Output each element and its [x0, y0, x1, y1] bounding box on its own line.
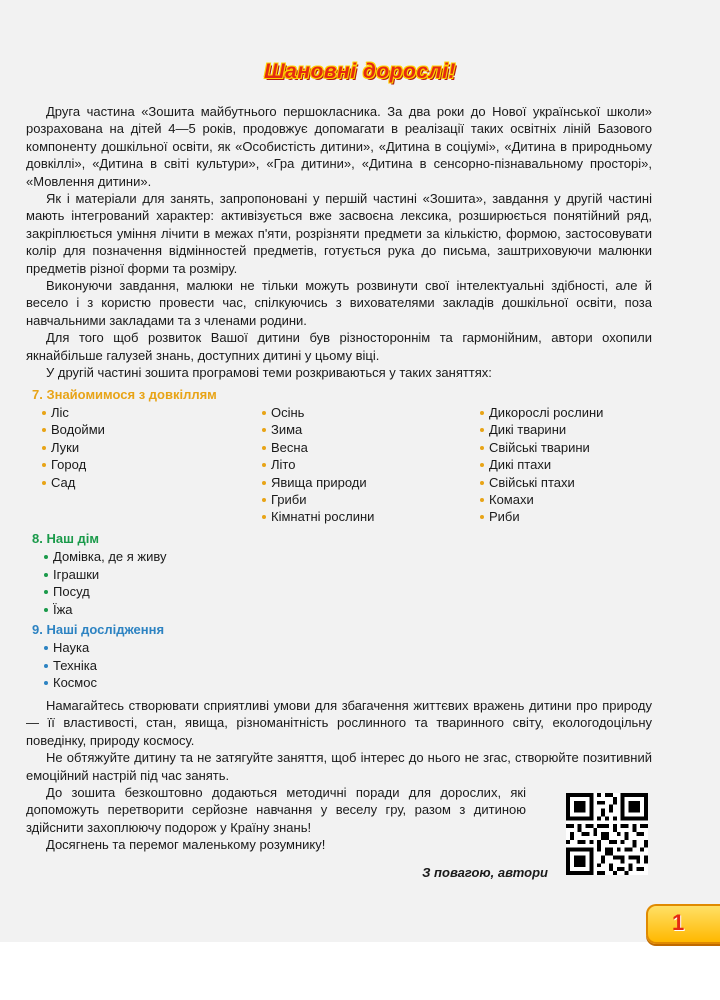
- closing-paragraph: Намагайтесь створювати сприятливі умови для збагачення життєвих вражень дитини про природу — її властивості, стан, явища, різноманітність рослинного та тваринного світу, екологодоцільну поведінку, природу космосу.: [26, 698, 652, 748]
- list-item: Город: [40, 456, 105, 473]
- closing-paragraph: Досягнень та перемог маленькому розумнику!: [46, 837, 326, 853]
- closing-paragraph: Не обтяжуйте дитину та не затягуйте заняття, щоб інтерес до нього не згас, створюйте позитивний емоційний настрій під час занять.: [26, 750, 652, 783]
- list-item: Сад: [40, 474, 105, 491]
- closing-paragraph: До зошита безкоштовно додаються методичні поради для дорослих, які допоможуть перетворити серйозне навчання у веселу гру, разом з дитиною здійснити захоплюючу подорож у Країну знань!: [26, 785, 526, 835]
- intro-text: [26, 103, 652, 382]
- section-title: 7. Знайомимося з довкіллям: [32, 387, 217, 402]
- page-number-tab: [646, 904, 720, 944]
- list-item: Свійські птахи: [478, 474, 603, 491]
- list-item: Ліс: [40, 404, 105, 421]
- intro-paragraph: У другій частині зошита програмові теми розкриваються у таких заняттях:: [46, 365, 492, 381]
- closing-text: [26, 697, 652, 854]
- list-item: Дикі птахи: [478, 456, 603, 473]
- signature: З повагою, автори: [422, 865, 548, 880]
- list-item: Техніка: [42, 657, 432, 674]
- page-title: Шановні дорослі!: [264, 60, 456, 83]
- list-item: Осінь: [260, 404, 374, 421]
- section-home: [32, 530, 432, 618]
- list-item: Риби: [478, 508, 603, 525]
- list-item: Наука: [42, 639, 432, 656]
- list-item: Явища природи: [260, 474, 374, 491]
- intro-paragraph: Виконуючи завдання, малюки не тільки можуть розвинути свої інтелектуальні здібності, але й весело і з користю провести час, спілкуючись з вихователями закладів дошкільної освіти, поза навчальними закладами та з членами родини.: [26, 278, 652, 328]
- section-environment-column-2: [260, 404, 374, 526]
- list-item: Луки: [40, 439, 105, 456]
- list-item: Свійські тварини: [478, 439, 603, 456]
- list-item: Гриби: [260, 491, 374, 508]
- list-item: Космос: [42, 674, 432, 691]
- section-research: [32, 621, 432, 692]
- section-environment-column-1: [40, 404, 105, 491]
- list-item: Весна: [260, 439, 374, 456]
- list-item: Зима: [260, 421, 374, 438]
- list-item: Літо: [260, 456, 374, 473]
- intro-paragraph: Друга частина «Зошита майбутнього першокласника. За два роки до Нової української школи» розрахована на дітей 4—5 років, продовжує допомагати в реалізації таких освітніх ліній Базового компоненту дошкільної освіти, як «Особистість дитини», «Дитина в соціумі», «Дитина в природньому довкіллі», «Дитина в світі культури», «Гра дитини», «Дитина в сенсорно-пізнавальному просторі», «Мовлення дитини».: [26, 104, 652, 189]
- section-title: 8. Наш дім: [32, 531, 99, 546]
- list-item: Домівка, де я живу: [42, 548, 432, 565]
- list-item: Комахи: [478, 491, 603, 508]
- intro-paragraph: Для того щоб розвиток Вашої дитини був різностороннім та гармонійним, автори охопили якнайбільше галузей знань, доступних дитині у цьому віці.: [26, 330, 652, 363]
- list-item: Водойми: [40, 421, 105, 438]
- page-number: 1: [672, 910, 685, 935]
- list-item: Кімнатні рослини: [260, 508, 374, 525]
- section-environment-column-3: [478, 404, 603, 526]
- list-item: Дикорослі рослини: [478, 404, 603, 421]
- list-item: Іграшки: [42, 566, 432, 583]
- intro-paragraph: Як і матеріали для занять, запропоновані у першій частині «Зошита», завдання у другій частині мають інтегрований характер: активізується вже засвоєна лексика, розширюється понятійний ряд, закріплюється уміння лічити в межах п'яти, розрізняти предмети за кількістю, формою, застосовувати колір для позначення відмінностей предметів, готується рука до письма, заштриховуючи малюнки предметів різної форми та розміру.: [26, 191, 652, 276]
- list-item: Їжа: [42, 601, 432, 618]
- section-environment: [32, 386, 652, 404]
- list-item: Посуд: [42, 583, 432, 600]
- section-title: 9. Наші дослідження: [32, 622, 165, 637]
- qr-code-icon: [566, 793, 648, 875]
- list-item: Дикі тварини: [478, 421, 603, 438]
